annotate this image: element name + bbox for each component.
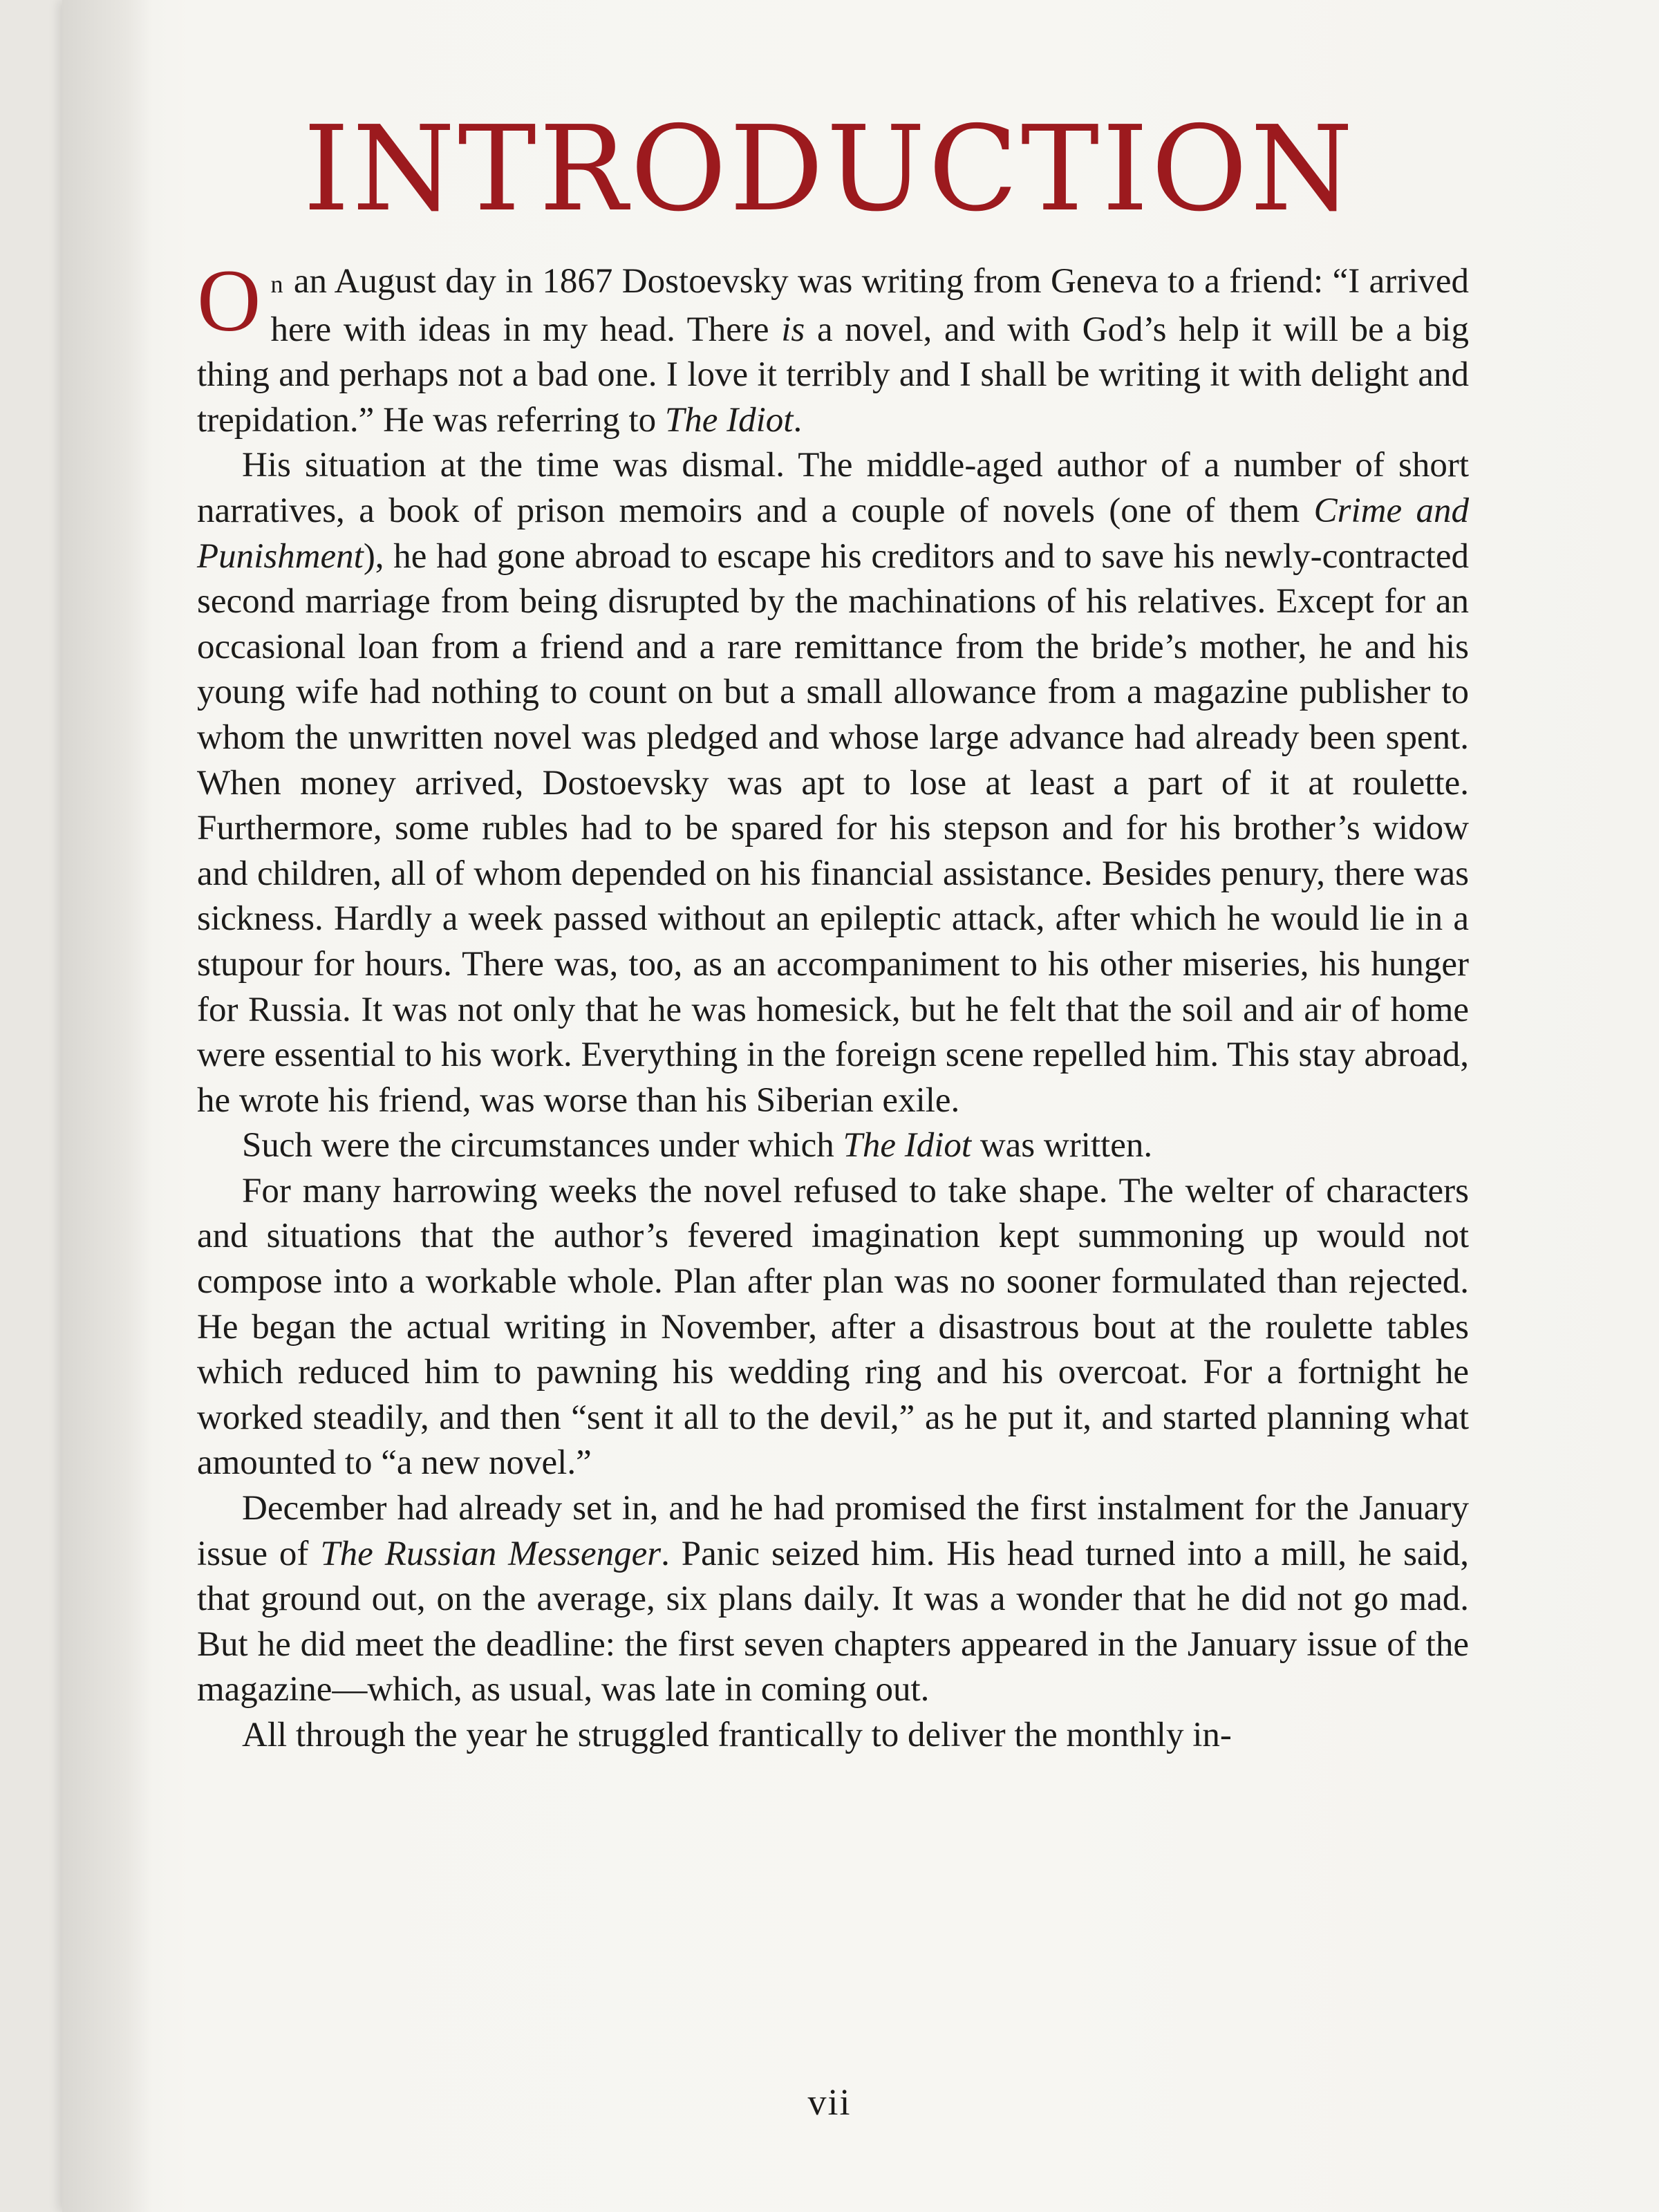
paragraph-1-text-a: an August day in 1867 Dostoevsky was writing from Geneva to a friend: “I arrived here with ideas in my head. There [270,262,1469,349]
paragraph-3 [197,1123,1469,1169]
page-number: vii [807,2081,852,2123]
chapter-title: INTRODUCTION [303,101,1356,238]
paragraph-3-text-a: Such were the circumstances under which [242,1126,843,1165]
lead-smallcap: n [270,270,285,298]
drop-cap: O [197,252,261,350]
body-text [197,252,1470,1759]
paragraph-6: All through the year he struggled frantically to deliver the monthly in- [242,1716,1232,1754]
paragraph-1 [197,252,1469,443]
book-title-crime-and-punishment: Crime and Punishment [197,491,1470,576]
paragraph-5-text-b: . Panic seized him. His head turned into a mill, he said, that ground out, on the average, six plans daily. It was a wonder that he did not go mad. But he did meet the deadline: the first seven chapters appeared in the January issue of the magazine—which, as usual, was late in coming out. [197,1534,1470,1709]
emphasis-is: is [781,310,805,349]
paragraph-3-text-b: was written. [971,1126,1153,1165]
magazine-title: The Russian Messenger [320,1534,662,1573]
paragraph-1-text-b: a novel, and with God’s help it will be a big thing and perhaps not a bad one. I love it terribly and I shall be writing it with delight and trepidation.” He was referring to [197,310,1469,440]
book-title-the-idiot: The Idiot [664,400,794,440]
book-title-the-idiot-2: The Idiot [843,1126,972,1165]
paragraph-2-text-a: His situation at the time was dismal. The middle-aged author of a number of short narratives, a book of prison memoirs and a couple of novels (one of them [197,446,1469,530]
paragraph-2 [197,443,1469,1123]
paragraph-4: For many harrowing weeks the novel refused to take shape. The welter of characters and situations that the author’s fevered imagination kept summoning up would not compose into a workable whole. Plan after plan was no sooner formulated than rejected. He began the actual writing in November, after a disastrous bout at the roulette tables which reduced him to pawning his wedding ring and his overcoat. For a fortnight he worked steadily, and then “sent it all to the devil,” as he put it, and started planning what amounted to “a new novel.” [197,1171,1469,1483]
paragraph-2-text-b: ), he had gone abroad to escape his creditors and to save his newly-contracted second marriage from being disrupted by the machinations of his relatives. Except for an occasional loan from a friend and a rare remittance from the bride’s mother, he and his young wife had nothing to count on but a small allowance from a magazine publisher to whom the unwritten novel was pledged and whose large advance had already been spent. When money arrived, Dostoevsky was apt to lose at least a part of it at roulette. Furthermore, some rubles had to be spared for his stepson and for his brother’s widow and children, all of whom depended on his financial assistance. Besides penury, there was sickness. Hardly a week passed without an epileptic attack, after which he would lie in a stupour for hours. There was, too, as an accompaniment to his other miseries, his hunger for Russia. It was not only that he was homesick, but he felt that the soil and air of home were essential to his work. Everything in the foreign scene repelled him. This stay abroad, he wrote his friend, was worse than his Siberian exile. [197,536,1469,1120]
book-gutter [62,0,152,2212]
paragraph-5 [197,1486,1469,1713]
paragraph-5-text-a: December had already set in, and he had promised the first instalment for the January issue of [197,1489,1469,1573]
paragraph-1-text-c: . [793,400,803,440]
